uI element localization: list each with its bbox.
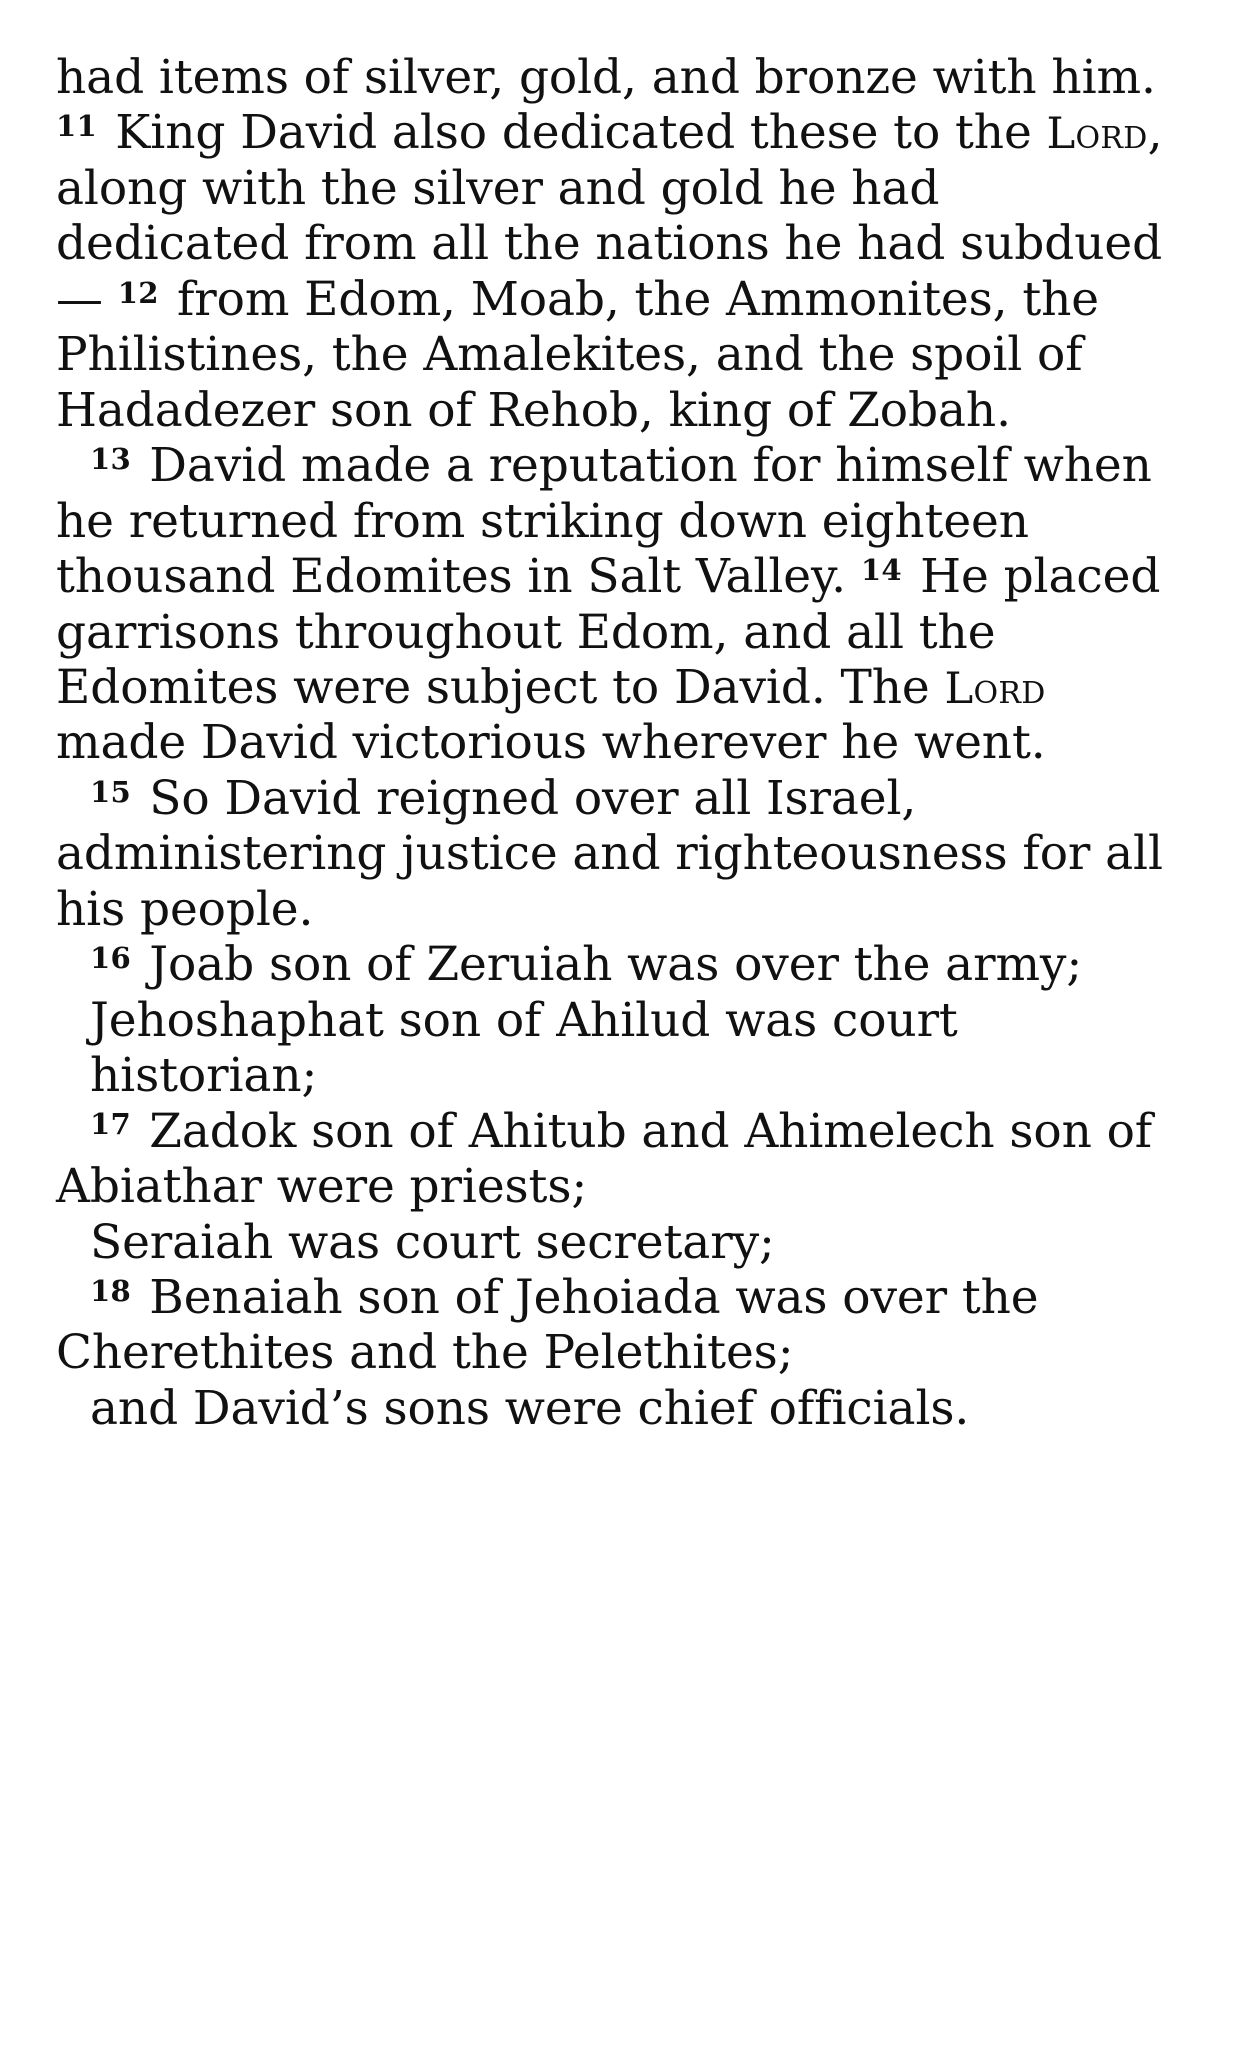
divine-name: Lord <box>944 663 1046 714</box>
poetic-line: Jehoshaphat son of Ahilud was court historian; <box>90 992 958 1104</box>
verse-number: 17 <box>90 1107 131 1142</box>
text-run: So David reigned over all Israel, administering justice and righteousness for all his people. <box>56 770 1163 937</box>
scripture-text-body <box>56 50 1186 1436</box>
verse-number: 15 <box>90 774 131 809</box>
verse-number: 14 <box>860 552 902 587</box>
paragraph <box>56 438 1186 771</box>
text-run: from Edom, Moab, the Ammonites, the Philistines, the Amalekites, and the spoil of Hadadezer son of Rehob, king of Zobah. <box>56 271 1099 438</box>
poetic-line: Seraiah was court secretary; <box>90 1214 775 1270</box>
poetic-line: and David’s sons were chief officials. <box>90 1380 970 1436</box>
text-run: had items of silver, gold, and bronze with him. <box>56 50 1156 105</box>
text-run: Joab son of Zeruiah was over the army; <box>134 937 1083 993</box>
verse-number: 11 <box>56 109 97 144</box>
paragraph <box>56 937 1186 1103</box>
verse-number: 18 <box>90 1273 131 1308</box>
verse-number: 16 <box>90 941 131 976</box>
text-run: He placed garrisons throughout Edom, and all the Edomites were subject to David. The <box>56 549 1161 715</box>
verse-number: 12 <box>117 275 159 310</box>
text-run: Zadok son of Ahitub and Ahimelech son of Abiathar were priests; <box>56 1103 1153 1215</box>
text-run: King David also dedicated these to the <box>100 105 1047 161</box>
paragraph <box>56 50 1186 438</box>
text-run: , along with the silver and gold he had dedicated from all the nations he had subdued — <box>56 105 1163 327</box>
paragraph <box>56 771 1186 937</box>
divine-name: Lord <box>1046 109 1148 160</box>
verse-number: 13 <box>90 441 131 476</box>
text-run: David made a reputation for himself when he returned from striking down eighteen thousand Edomites in Salt Valley. <box>56 438 1152 605</box>
text-run: made David victorious wherever he went. <box>56 715 1046 771</box>
text-run: Benaiah son of Jehoiada was over the Cherethites and the Pelethites; <box>56 1269 1039 1381</box>
paragraph <box>56 1270 1186 1436</box>
paragraph <box>56 1104 1186 1270</box>
